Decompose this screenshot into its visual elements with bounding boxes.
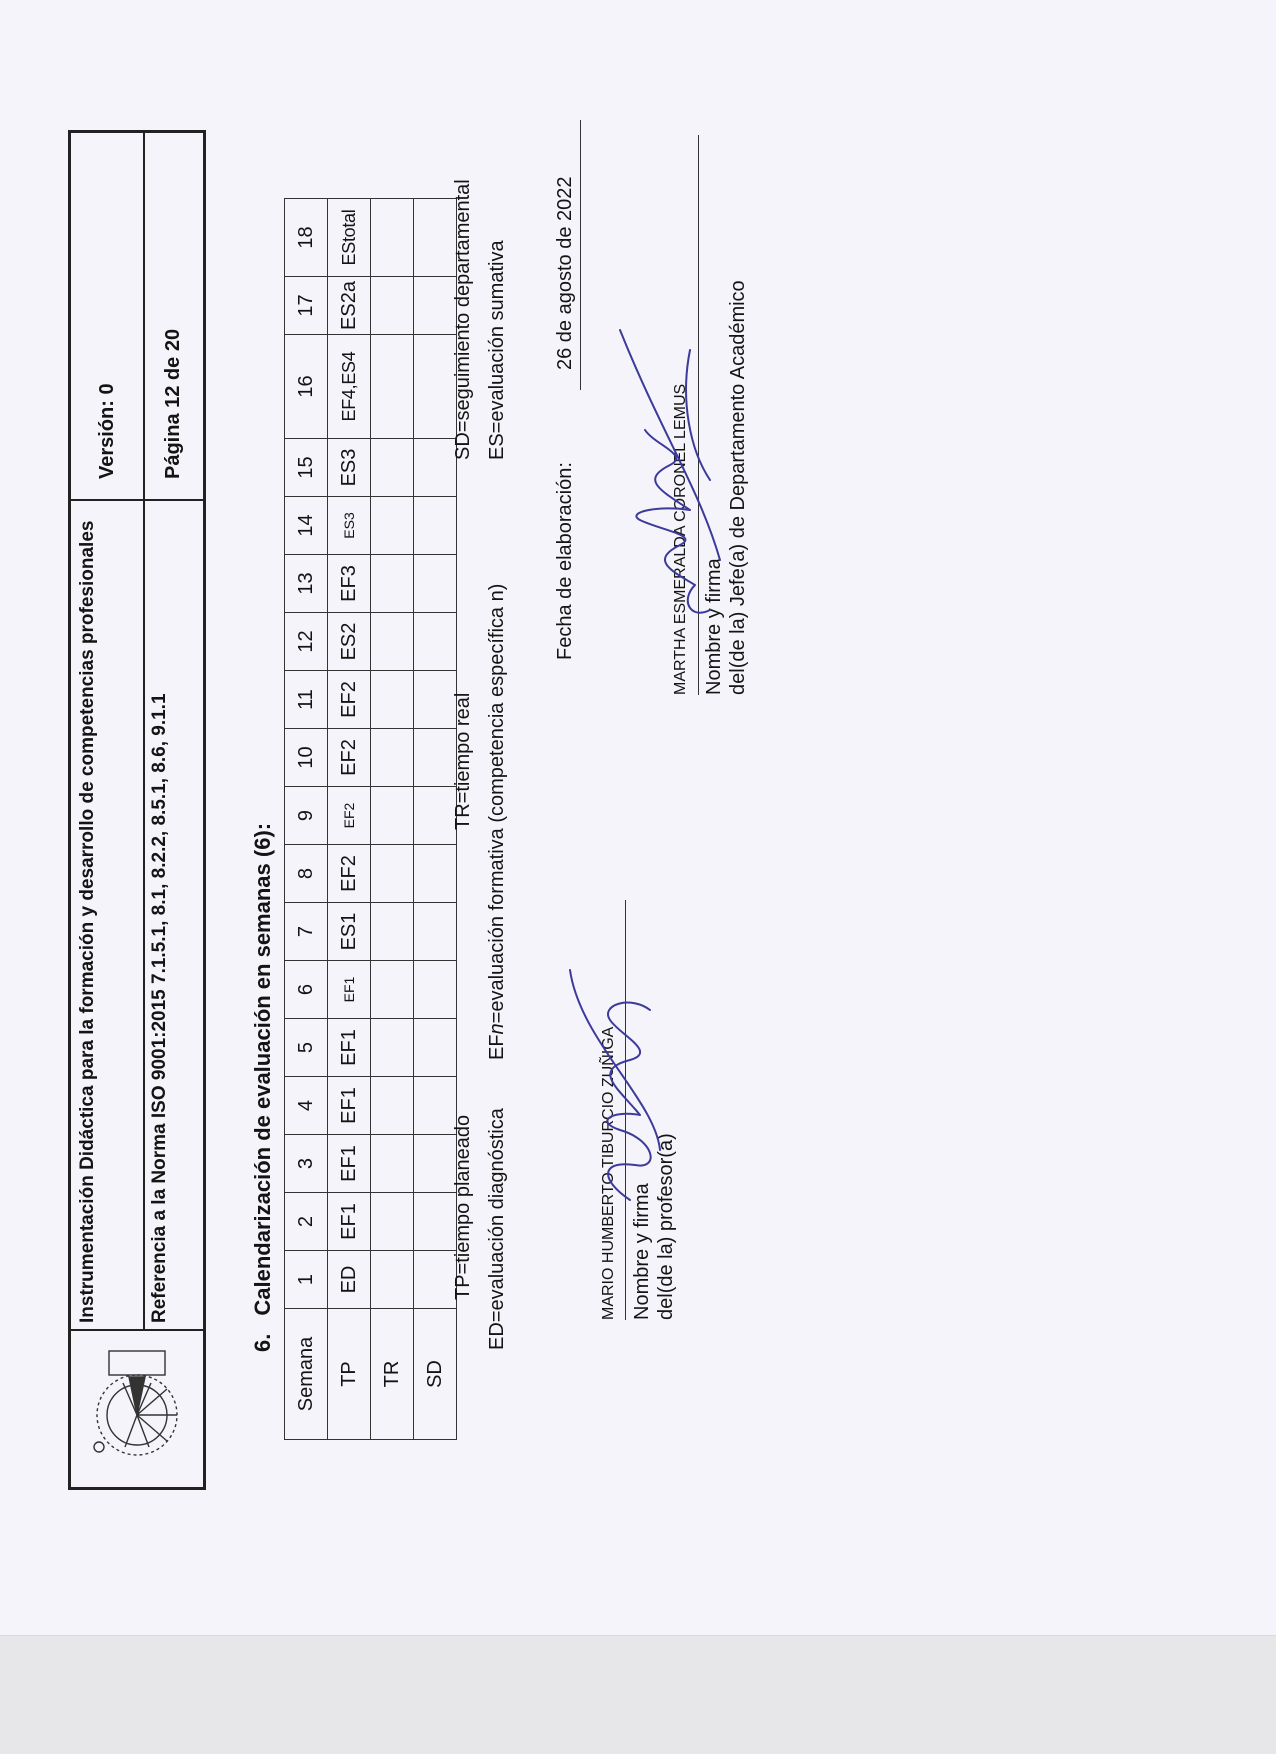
calendar-cell (371, 1019, 414, 1077)
week-number-cell: 13 (285, 555, 328, 613)
calendar-week-row (285, 199, 328, 1440)
calendar-cell: ES3 (328, 439, 371, 497)
calendar-cell (371, 1135, 414, 1193)
calendar-cell: EF1 (328, 1019, 371, 1077)
calendar-cell (371, 1193, 414, 1251)
calendar-cell: EF3 (328, 555, 371, 613)
legend-ed: ED=evaluación diagnóstica (486, 1108, 508, 1350)
week-number-cell: 2 (285, 1193, 328, 1251)
week-number-cell: 7 (285, 903, 328, 961)
week-number-cell: 17 (285, 277, 328, 335)
calendar-cell: EF2 (328, 787, 371, 845)
page-number: Página 12 de 20 (161, 328, 184, 479)
calendar-cell (414, 787, 457, 845)
calendar-cell (371, 845, 414, 903)
section-title: Calendarización de evaluación en semanas (6): (250, 822, 275, 1316)
calendar-cell (414, 1135, 457, 1193)
calendar-cell: ED (328, 1251, 371, 1309)
version-cell (71, 133, 145, 501)
legend-ef (486, 584, 509, 1060)
calendar-cell (371, 277, 414, 335)
head-label-1: Nombre y firma (703, 558, 725, 695)
section-heading (250, 823, 276, 1352)
version-label: Versión: 0 (95, 383, 118, 479)
week-number-cell: 15 (285, 439, 328, 497)
calendar-cell (414, 903, 457, 961)
calendar-cell (414, 439, 457, 497)
calendar-cell (414, 277, 457, 335)
week-number-cell: 3 (285, 1135, 328, 1193)
calendar-cell: ES3 (328, 497, 371, 555)
legend-tr: TR=tiempo real (452, 692, 474, 830)
week-number-cell: 8 (285, 845, 328, 903)
week-header-label: Semana (285, 1309, 328, 1440)
calendar-cell: EF2 (328, 845, 371, 903)
week-number-cell: 14 (285, 497, 328, 555)
document-title: Instrumentación Didáctica para la formación y desarrollo de competencias profesionales (77, 520, 98, 1323)
professor-label-2: del(de la) profesor(a) (655, 1133, 677, 1320)
calendar-cell (414, 497, 457, 555)
calendar-cell (414, 613, 457, 671)
calendar-cell (414, 555, 457, 613)
calendar-cell: EF1 (328, 1135, 371, 1193)
calendar-cell (414, 671, 457, 729)
week-number-cell: 16 (285, 335, 328, 439)
legend-es: ES=evaluación sumativa (486, 240, 508, 460)
calendar-cell: ES2 (328, 613, 371, 671)
calendar-cell (414, 1077, 457, 1135)
week-number-cell: 6 (285, 961, 328, 1019)
legend-ef-prefix: EF (486, 1034, 508, 1060)
legend-ef-rest: =evaluación formativa (competencia específica n) (486, 583, 508, 1024)
calendar-cell (371, 1077, 414, 1135)
calendar-cell: EF1 (328, 1077, 371, 1135)
week-number-cell: 1 (285, 1251, 328, 1309)
scanner-bed-strip (0, 1635, 1276, 1754)
calendar-cell: ES1 (328, 903, 371, 961)
calendar-cell (371, 787, 414, 845)
week-number-cell: 11 (285, 671, 328, 729)
calendar-cell (371, 497, 414, 555)
reference-cell (143, 499, 203, 1331)
calendar-cell (371, 555, 414, 613)
calendar-cell: EF4,ES4 (328, 335, 371, 439)
week-number-cell: 10 (285, 729, 328, 787)
document-title-cell (71, 499, 145, 1331)
head-signature-icon (600, 310, 740, 630)
professor-signature-icon (560, 950, 680, 1210)
calendar-cell: EF2 (328, 671, 371, 729)
head-label-2: del(de la) Jefe(a) de Departamento Académico (727, 280, 749, 695)
calendar-cell (371, 729, 414, 787)
calendar-cell: EF1 (328, 961, 371, 1019)
section-number: 6. (250, 1333, 275, 1352)
week-number-cell: 18 (285, 199, 328, 277)
date-underline (580, 120, 581, 390)
rotated-document (40, 80, 820, 1500)
week-number-cell: 12 (285, 613, 328, 671)
logo-cell (71, 1329, 203, 1487)
professor-label-1: Nombre y firma (631, 1183, 653, 1320)
institution-seal-icon (71, 1331, 203, 1487)
head-name: MARTHA ESMERALDA CORONEL LEMUS (672, 383, 689, 695)
calendar-cell (414, 1251, 457, 1309)
calendar-cell (414, 729, 457, 787)
week-number-cell: 4 (285, 1077, 328, 1135)
calendar-cell (414, 199, 457, 277)
page-number-cell (143, 133, 203, 501)
row-label: SD (414, 1309, 457, 1440)
calendar-cell: EStotal (328, 199, 371, 277)
calendar-cell: ES2a (328, 277, 371, 335)
date-value: 26 de agosto de 2022 (554, 176, 576, 370)
calendar-cell: EF2 (328, 729, 371, 787)
calendar-cell: EF1 (328, 1193, 371, 1251)
calendar-row-tp (328, 199, 371, 1440)
week-number-cell: 9 (285, 787, 328, 845)
evaluation-calendar-table (284, 198, 457, 1440)
calendar-row-tr (371, 199, 414, 1440)
calendar-cell (371, 335, 414, 439)
calendar-cell (414, 961, 457, 1019)
document-header (68, 130, 206, 1490)
week-number-cell: 5 (285, 1019, 328, 1077)
legend-sd: SD=seguimiento departamental (452, 179, 474, 460)
row-label: TR (371, 1309, 414, 1440)
calendar-row-sd (414, 199, 457, 1440)
calendar-cell (371, 903, 414, 961)
calendar-cell (414, 1019, 457, 1077)
calendar-cell (414, 335, 457, 439)
calendar-cell (371, 613, 414, 671)
iso-reference: Referencia a la Norma ISO 9001:2015 7.1.5.1, 8.1, 8.2.2, 8.5.1, 8.6, 9.1.1 (149, 693, 170, 1323)
calendar-cell (371, 199, 414, 277)
legend-ef-var: n (486, 1023, 508, 1035)
calendar-cell (371, 961, 414, 1019)
calendar-cell (414, 1193, 457, 1251)
row-label: TP (328, 1309, 371, 1440)
calendar-cell (371, 671, 414, 729)
calendar-cell (371, 439, 414, 497)
legend-tp: TP=tiempo planeado (452, 1114, 474, 1300)
calendar-cell (414, 845, 457, 903)
date-label: Fecha de elaboración: (554, 462, 576, 660)
professor-name: MARIO HUMBERTO TIBURCIO ZUÑIGA (600, 1026, 617, 1320)
calendar-cell (371, 1251, 414, 1309)
